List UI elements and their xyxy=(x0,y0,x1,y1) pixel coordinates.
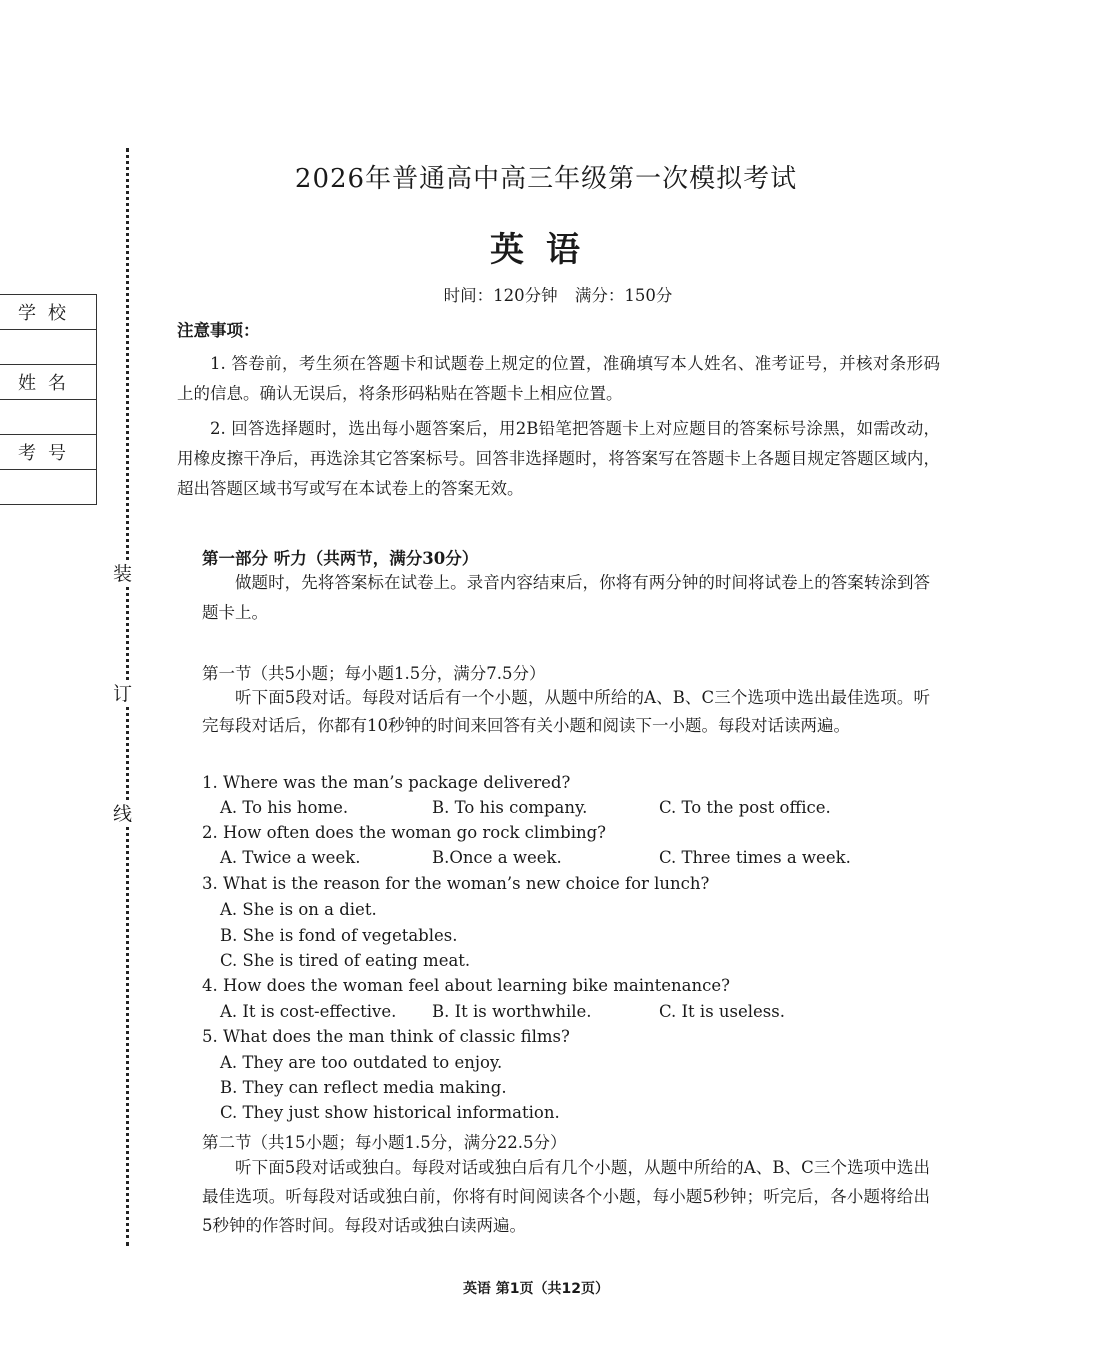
student-info-table xyxy=(0,294,97,505)
part1-heading: 第一部分 听力（共两节，满分30分） xyxy=(202,549,479,568)
subject-title: 英语 xyxy=(490,230,602,270)
school-field[interactable] xyxy=(0,330,97,365)
q5-option-c[interactable]: C. They just show historical information. xyxy=(220,1103,560,1122)
question-5: 5. What does the man think of classic films? xyxy=(202,1027,570,1046)
q4-option-b[interactable]: B. It is worthwhile. xyxy=(432,1002,592,1021)
exam-number-field[interactable] xyxy=(0,470,97,505)
notes-heading: 注意事项： xyxy=(177,321,260,340)
q1-option-c[interactable]: C. To the post office. xyxy=(659,798,831,817)
q3-option-a[interactable]: A. She is on a diet. xyxy=(220,900,377,919)
time-score-line xyxy=(0,282,1116,306)
binding-mark-ding: 订 xyxy=(113,683,133,705)
exam-number-label: 考号 xyxy=(0,435,97,470)
school-label: 学校 xyxy=(0,295,97,330)
q5-option-a[interactable]: A. They are too outdated to enjoy. xyxy=(220,1053,503,1072)
part1-instructions: 做题时，先将答案标在试卷上。录音内容结束后，你将有两分钟的时间将试卷上的答案转涂到答题卡上。 xyxy=(202,573,930,622)
note-item-1: 1. 答卷前，考生须在答题卡和试题卷上规定的位置，准确填写本人姓名、准考证号，并核对条形码上的信息。确认无误后，将条形码粘贴在答题卡上相应位置。 xyxy=(177,354,940,403)
q1-option-a[interactable]: A. To his home. xyxy=(220,798,349,817)
question-1: 1. Where was the man’s package delivered? xyxy=(202,773,571,792)
q4-option-a[interactable]: A. It is cost-effective. xyxy=(220,1002,397,1021)
section2-heading: 第二节（共15小题；每小题1.5分，满分22.5分） xyxy=(202,1133,567,1152)
question-2: 2. How often does the woman go rock climbing? xyxy=(202,823,607,842)
page-footer: 英语 第1页（共12页） xyxy=(462,1281,610,1297)
binding-mark-zhuang: 装 xyxy=(113,563,133,585)
q3-option-b[interactable]: B. She is fond of vegetables. xyxy=(220,926,458,945)
section1-heading: 第一节（共5小题；每小题1.5分，满分7.5分） xyxy=(202,664,546,683)
q2-option-c[interactable]: C. Three times a week. xyxy=(659,848,851,867)
note-item-2: 2. 回答选择题时，选出每小题答案后，用2B铅笔把答题卡上对应题目的答案标号涂黑，如需改动，用橡皮擦干净后，再选涂其它答案标号。回答非选择题时，将答案写在答题卡上各题目规定答题区域内，超出答题区域书写或写在本试卷上的答案无效。 xyxy=(177,419,940,498)
section2-instructions: 听下面5段对话或独白。每段对话或独白后有几个小题，从题中所给的A、B、C三个选项中选出最佳选项。听每段对话或独白前，你将有时间阅读各个小题，每小题5秒钟；听完后，各小题将给出5秒钟的作答时间。每段对话或独白读两遍。 xyxy=(202,1158,930,1235)
q2-option-a[interactable]: A. Twice a week. xyxy=(220,848,361,867)
time-label: 时间：120分钟 xyxy=(443,286,558,305)
name-label: 姓名 xyxy=(0,365,97,400)
section1-instructions: 听下面5段对话。每段对话后有一个小题，从题中所给的A、B、C三个选项中选出最佳选项。听完每段对话后，你都有10秒钟的时间来回答有关小题和阅读下一小题。每段对话读两遍。 xyxy=(202,688,930,735)
question-3: 3. What is the reason for the woman’s new choice for lunch? xyxy=(202,874,710,893)
score-label: 满分：150分 xyxy=(574,286,673,305)
q3-option-c[interactable]: C. She is tired of eating meat. xyxy=(220,951,471,970)
binding-mark-xian: 线 xyxy=(113,803,133,825)
name-field[interactable] xyxy=(0,400,97,435)
q2-option-b[interactable]: B.Once a week. xyxy=(432,848,562,867)
q4-option-c[interactable]: C. It is useless. xyxy=(659,1002,785,1021)
question-4: 4. How does the woman feel about learning bike maintenance? xyxy=(202,976,730,995)
q5-option-b[interactable]: B. They can reflect media making. xyxy=(220,1078,507,1097)
q1-option-b[interactable]: B. To his company. xyxy=(432,798,588,817)
exam-title: 2026年普通高中高三年级第一次模拟考试 xyxy=(294,164,798,194)
